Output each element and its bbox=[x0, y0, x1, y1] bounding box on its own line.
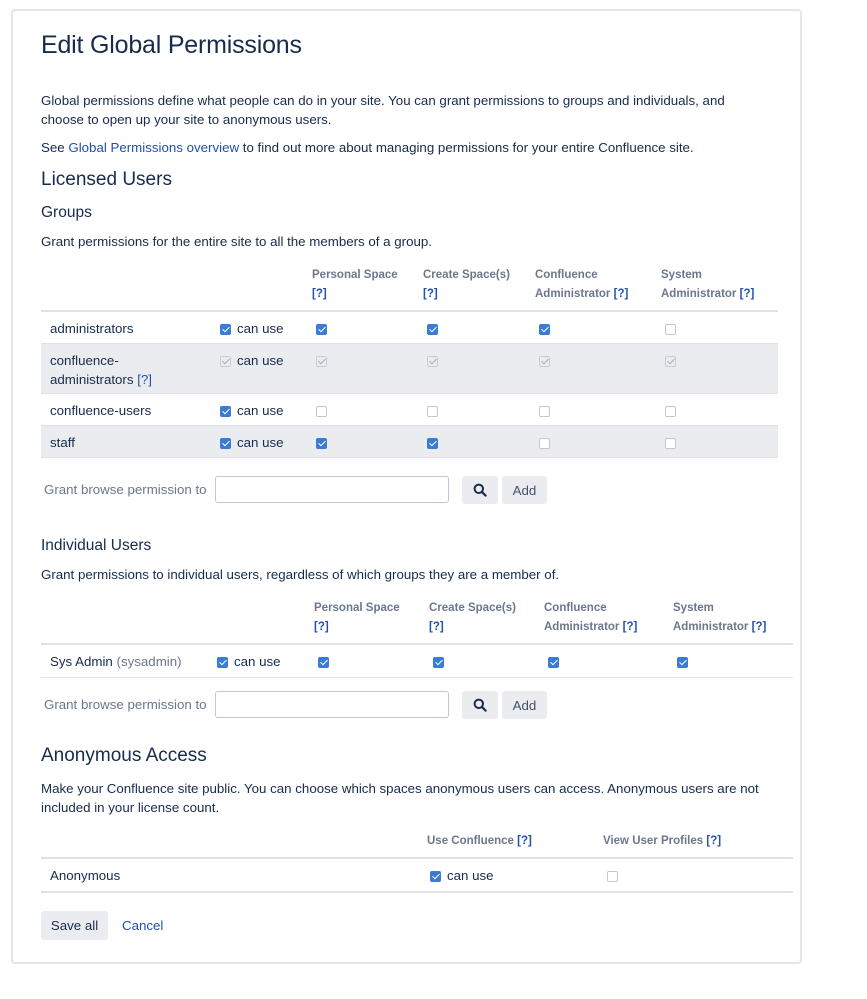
col-view-user-profiles bbox=[603, 832, 721, 851]
can-use-label: can use bbox=[237, 435, 284, 450]
groups-description: Grant permissions for the entire site to all the members of a group. bbox=[41, 234, 432, 249]
help-link[interactable]: [?] bbox=[739, 288, 755, 300]
can-use-checkbox[interactable] bbox=[220, 324, 231, 335]
permission-checkbox bbox=[427, 356, 438, 367]
groups-heading: Groups bbox=[41, 204, 92, 221]
see-suffix: to find out more about managing permissions for your entire Confluence site. bbox=[239, 140, 694, 155]
permission-checkbox[interactable] bbox=[316, 438, 327, 449]
permission-checkbox[interactable] bbox=[539, 324, 550, 335]
divider bbox=[41, 457, 778, 458]
can-use-label: can use bbox=[237, 321, 284, 336]
row-name bbox=[50, 319, 134, 338]
help-link[interactable]: [?] bbox=[613, 288, 629, 300]
global-permissions-overview-link[interactable]: Global Permissions overview bbox=[68, 140, 240, 155]
col-header-label-2: Administrator bbox=[661, 288, 737, 300]
permission-checkbox[interactable] bbox=[548, 657, 559, 668]
col-header bbox=[423, 266, 510, 304]
permission-checkbox[interactable] bbox=[316, 406, 327, 417]
save-all-button[interactable]: Save all bbox=[41, 911, 108, 940]
col-header bbox=[312, 266, 398, 304]
col-header bbox=[544, 599, 637, 637]
help-link[interactable]: [?] bbox=[706, 835, 722, 847]
help-link[interactable]: [?] bbox=[137, 372, 153, 387]
permission-checkbox[interactable] bbox=[665, 406, 676, 417]
search-icon bbox=[473, 698, 487, 712]
col-header bbox=[429, 599, 516, 637]
help-link[interactable]: [?] bbox=[517, 835, 532, 847]
help-link[interactable]: [?] bbox=[622, 621, 638, 633]
permission-checkbox[interactable] bbox=[318, 657, 329, 668]
table-row bbox=[41, 645, 793, 677]
permission-checkbox[interactable] bbox=[316, 324, 327, 335]
col-header bbox=[314, 599, 400, 637]
permission-checkbox bbox=[316, 356, 327, 367]
help-link[interactable]: [?] bbox=[312, 288, 327, 300]
permission-checkbox[interactable] bbox=[427, 438, 438, 449]
col-header-label: System bbox=[661, 269, 702, 281]
individual-users-heading: Individual Users bbox=[41, 537, 152, 554]
row-name-text: staff bbox=[50, 435, 75, 450]
table-row bbox=[41, 394, 778, 425]
divider bbox=[41, 677, 793, 678]
permission-checkbox[interactable] bbox=[427, 324, 438, 335]
col-header-label: Personal Space bbox=[312, 269, 398, 281]
permission-checkbox[interactable] bbox=[539, 438, 550, 449]
col-header-label: Confluence bbox=[535, 269, 598, 281]
permission-checkbox[interactable] bbox=[427, 406, 438, 417]
permission-checkbox[interactable] bbox=[539, 406, 550, 417]
anonymous-view-profiles-checkbox[interactable] bbox=[607, 871, 618, 882]
permission-checkbox[interactable] bbox=[433, 657, 444, 668]
can-use-label: can use bbox=[237, 403, 284, 418]
help-link[interactable]: [?] bbox=[423, 288, 438, 300]
page-title: Edit Global Permissions bbox=[41, 31, 302, 59]
permission-checkbox[interactable] bbox=[665, 324, 676, 335]
col-header-label-2: Administrator bbox=[535, 288, 611, 300]
can-use-label: can use bbox=[237, 353, 284, 368]
groups-add-button[interactable]: Add bbox=[502, 476, 547, 504]
help-link[interactable]: [?] bbox=[314, 621, 329, 633]
row-name-text: administrators bbox=[50, 321, 134, 336]
help-link[interactable]: [?] bbox=[429, 621, 444, 633]
col-view-user-profiles-label: View User Profiles bbox=[603, 835, 704, 847]
anonymous-row-name: Anonymous bbox=[50, 868, 121, 883]
licensed-users-heading: Licensed Users bbox=[41, 169, 172, 190]
anonymous-access-heading: Anonymous Access bbox=[41, 745, 207, 766]
table-row bbox=[41, 426, 778, 457]
individuals-grant-input[interactable] bbox=[215, 691, 449, 718]
permissions-panel bbox=[11, 9, 802, 964]
individuals-grant-label: Grant browse permission to bbox=[44, 697, 207, 712]
col-header-label: System bbox=[673, 602, 714, 614]
row-name bbox=[50, 401, 151, 420]
can-use-checkbox[interactable] bbox=[217, 657, 228, 668]
can-use-label: can use bbox=[447, 868, 494, 883]
can-use-checkbox[interactable] bbox=[220, 406, 231, 417]
row-name bbox=[50, 652, 182, 671]
intro-see-line bbox=[41, 138, 781, 157]
permission-checkbox[interactable] bbox=[665, 438, 676, 449]
intro-text: Global permissions define what people can do in your site. You can grant permissions to groups and individuals, and choose to open up your site to anonymous users. bbox=[41, 93, 725, 127]
col-header-label: Confluence bbox=[544, 602, 607, 614]
can-use-checkbox bbox=[220, 356, 231, 367]
help-link[interactable]: [?] bbox=[751, 621, 767, 633]
table-row bbox=[41, 344, 778, 393]
table-row bbox=[41, 312, 778, 343]
col-header-label-2: Administrator bbox=[544, 621, 620, 633]
col-header-label: Create Space(s) bbox=[423, 269, 510, 281]
see-prefix: See bbox=[41, 140, 69, 155]
can-use-label: can use bbox=[234, 654, 281, 669]
table-row bbox=[41, 859, 793, 891]
col-header bbox=[661, 266, 754, 304]
permission-checkbox bbox=[539, 356, 550, 367]
col-use-confluence bbox=[427, 832, 532, 851]
groups-search-button[interactable] bbox=[462, 476, 498, 504]
col-header bbox=[673, 599, 766, 637]
row-name-text: confluence-users bbox=[50, 403, 152, 418]
row-name bbox=[50, 433, 75, 452]
col-header-label-2: Administrator bbox=[673, 621, 749, 633]
row-name-text-2: administrators bbox=[50, 372, 134, 387]
search-icon bbox=[473, 483, 487, 497]
permission-checkbox bbox=[665, 356, 676, 367]
groups-grant-label: Grant browse permission to bbox=[44, 482, 207, 497]
row-name-text: confluence- bbox=[50, 353, 119, 368]
row-name-text: Sys Admin bbox=[50, 654, 113, 669]
col-use-confluence-label: Use Confluence bbox=[427, 835, 514, 847]
divider bbox=[41, 891, 793, 893]
col-header-label: Personal Space bbox=[314, 602, 400, 614]
col-header-label: Create Space(s) bbox=[429, 602, 516, 614]
row-username: (sysadmin) bbox=[116, 654, 182, 669]
permission-checkbox[interactable] bbox=[677, 657, 688, 668]
individual-users-description: Grant permissions to individual users, regardless of which groups they are a member of. bbox=[41, 567, 560, 582]
groups-grant-input[interactable] bbox=[215, 476, 449, 503]
row-name bbox=[50, 351, 152, 389]
can-use-checkbox[interactable] bbox=[220, 438, 231, 449]
cancel-link[interactable]: Cancel bbox=[122, 918, 164, 933]
anonymous-description: Make your Confluence site public. You can choose which spaces anonymous users can access. Anonymous users are not included in your license count. bbox=[41, 781, 759, 815]
anonymous-use-confluence-checkbox[interactable] bbox=[430, 871, 441, 882]
individuals-search-button[interactable] bbox=[462, 691, 498, 719]
col-header bbox=[535, 266, 628, 304]
individuals-add-button[interactable]: Add bbox=[502, 691, 547, 719]
